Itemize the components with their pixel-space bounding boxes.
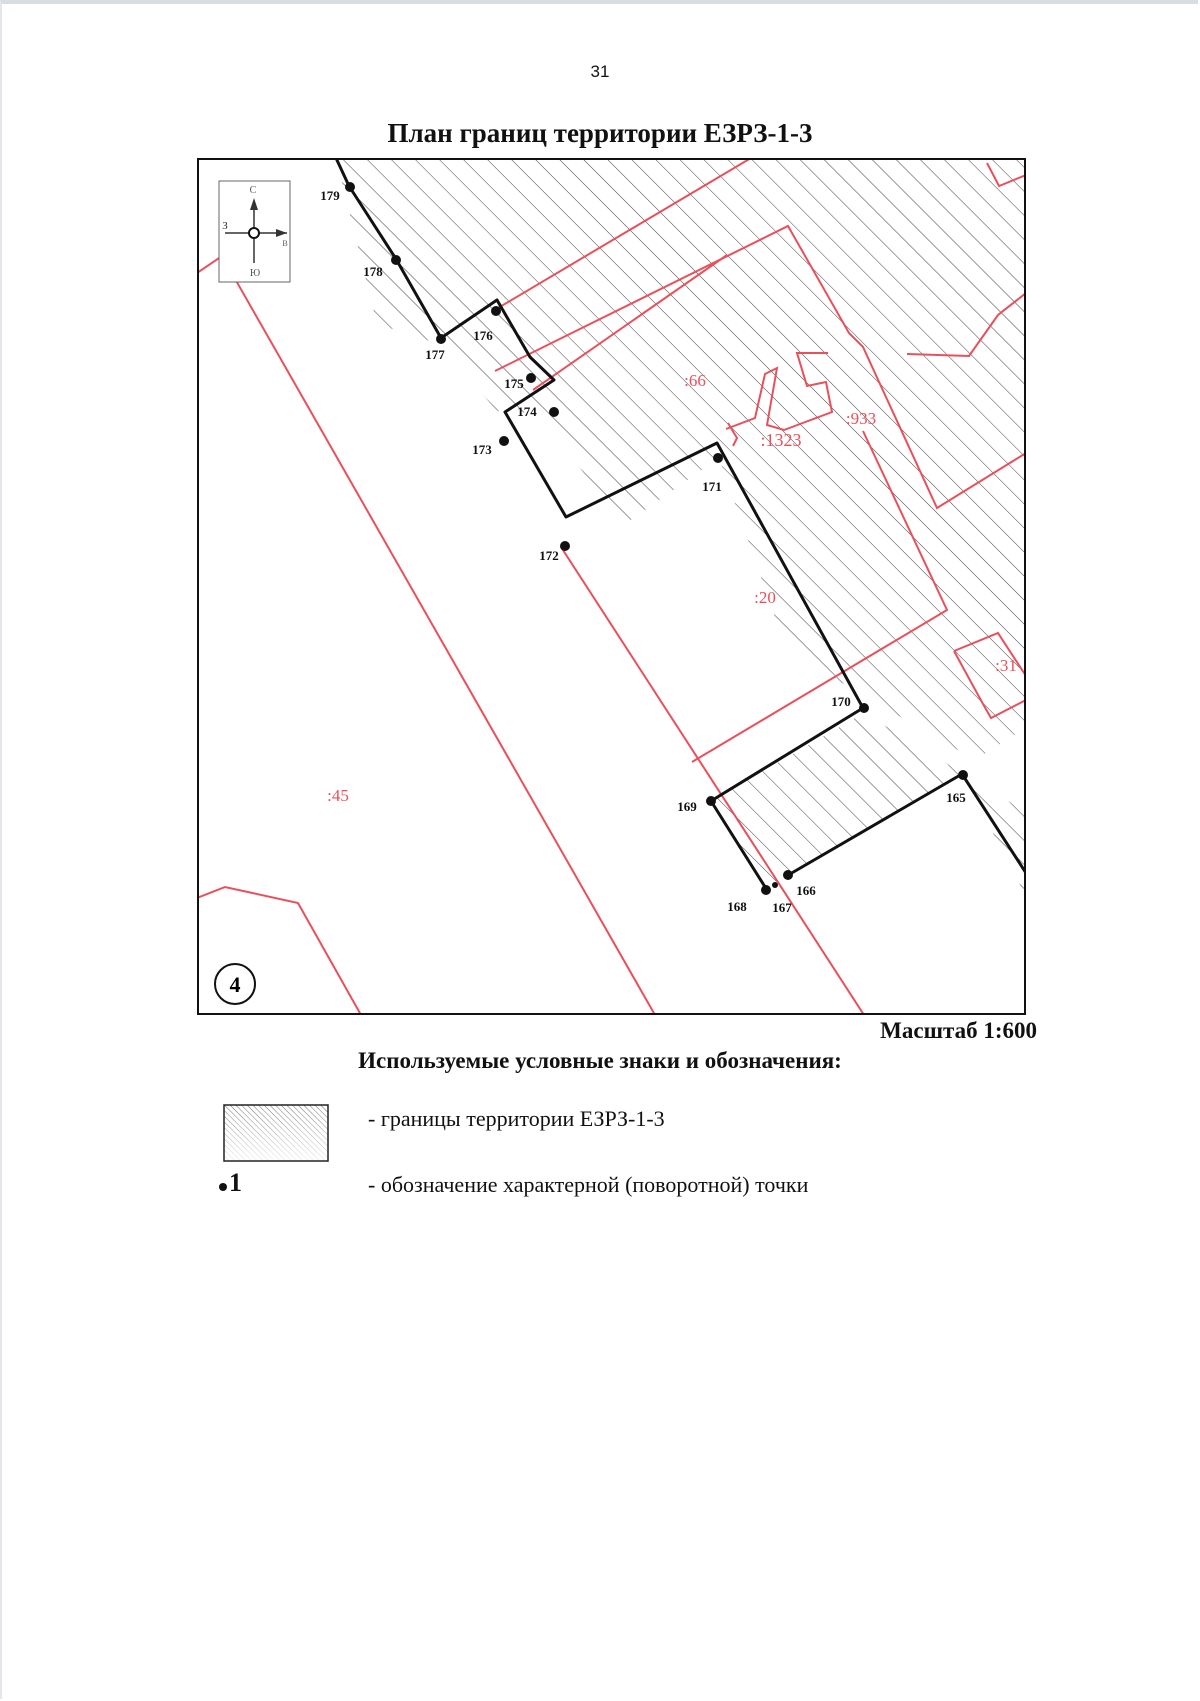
point-179 (345, 182, 355, 192)
legend-territory-text: - границы территории ЕЗРЗ-1-3 (368, 1106, 665, 1131)
point-label-170: 170 (831, 694, 851, 709)
plan-title: План границ территории ЕЗРЗ-1-3 (387, 118, 813, 148)
parcel-label-66: :66 (684, 371, 706, 390)
point-label-167: 167 (772, 900, 792, 915)
point-label-175: 175 (504, 376, 524, 391)
legend-point-label: 1 (229, 1168, 242, 1197)
point-175 (526, 373, 536, 383)
parcel-label-31: :31 (995, 656, 1017, 675)
compass-center (249, 228, 259, 238)
point-173 (499, 436, 509, 446)
point-label-174: 174 (517, 404, 537, 419)
point-167 (772, 882, 778, 888)
point-174 (549, 407, 559, 417)
point-label-168: 168 (727, 899, 747, 914)
point-178 (391, 255, 401, 265)
sheet-number: 4 (229, 972, 241, 997)
legend-hatch-swatch (223, 1104, 329, 1162)
point-172 (560, 541, 570, 551)
parcel-label-1323: :1323 (760, 430, 802, 450)
page-number: 31 (590, 62, 610, 81)
sheet-number-badge (215, 964, 255, 1004)
point-label-177: 177 (425, 347, 445, 362)
parcel-label-933: :933 (845, 409, 877, 428)
point-label-173: 173 (472, 442, 492, 457)
point-label-171: 171 (702, 479, 722, 494)
scale-label: Масштаб 1:600 (880, 1018, 1037, 1043)
point-169 (706, 796, 716, 806)
compass-west-label: З (222, 220, 228, 232)
point-171 (713, 453, 723, 463)
legend-point-dot (219, 1183, 227, 1191)
point-label-178: 178 (363, 264, 383, 279)
compass-east-label: В (282, 239, 288, 248)
parcel-label-20: :20 (754, 588, 776, 607)
compass-south-label: Ю (249, 268, 261, 279)
point-label-179: 179 (320, 188, 340, 203)
point-label-169: 169 (677, 799, 697, 814)
legend-point-text: - обозначение характерной (поворотной) точки (368, 1172, 809, 1197)
point-label-176: 176 (473, 328, 493, 343)
point-label-166: 166 (796, 883, 816, 898)
point-165 (958, 770, 968, 780)
legend-point-symbol (219, 1168, 242, 1198)
compass (219, 181, 290, 282)
point-166 (783, 870, 793, 880)
point-label-165: 165 (946, 790, 966, 805)
point-176 (491, 306, 501, 316)
point-177 (436, 334, 446, 344)
point-170 (859, 703, 869, 713)
compass-north-label: С (249, 185, 257, 196)
point-label-172: 172 (539, 548, 559, 563)
point-168 (761, 885, 771, 895)
legend-title: Используемые условные знаки и обозначения: (358, 1048, 842, 1073)
parcel-label-45: :45 (327, 786, 349, 805)
cadastral-map (197, 158, 1026, 1015)
